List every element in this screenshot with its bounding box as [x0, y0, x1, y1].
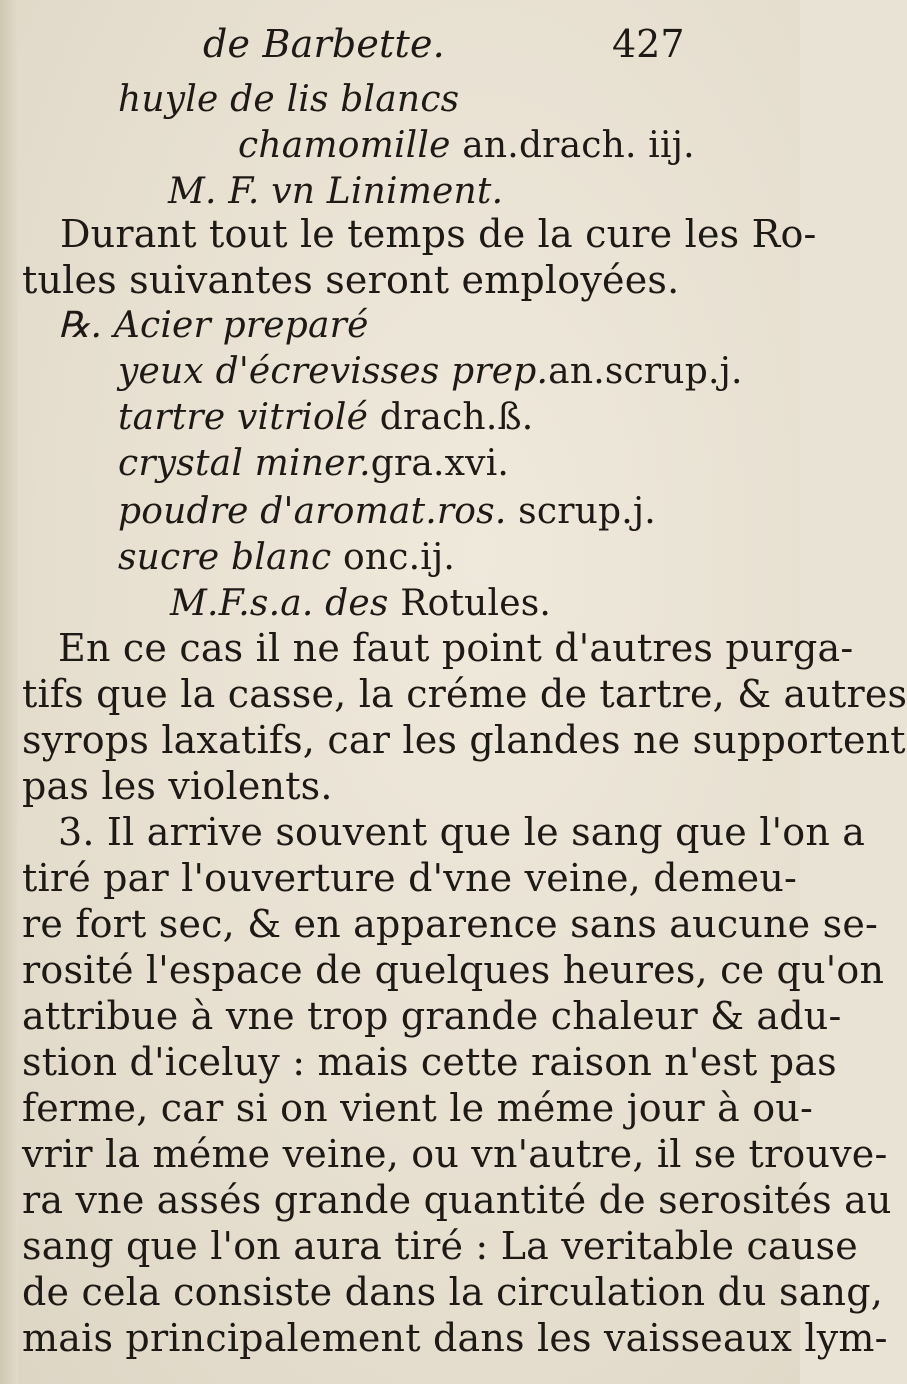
text-line [118, 350, 743, 394]
italic-text: sucre blanc [118, 537, 343, 578]
roman-text: 3. Il arrive souvent que le sang que l'on a [58, 810, 866, 854]
text-line [60, 212, 817, 256]
italic-text: ℞. Acier preparé [58, 305, 369, 346]
roman-text: mais principalement dans les vaisseaux lym- [22, 1316, 888, 1360]
roman-text: onc.ij. [343, 537, 455, 578]
roman-text: tules suivantes seront employées. [22, 258, 680, 302]
text-line [22, 718, 906, 762]
text-line [118, 490, 656, 534]
text-line [22, 1178, 892, 1222]
text-line [118, 396, 533, 440]
italic-text: crystal miner. [118, 443, 371, 484]
text-line [170, 582, 551, 626]
roman-text: tiré par l'ouverture d'vne veine, demeu- [22, 856, 798, 900]
roman-text: tifs que la casse, la créme de tartre, & autres [22, 672, 907, 716]
italic-text: chamomille [238, 125, 463, 166]
text-line [118, 442, 509, 486]
running-head: de Barbette. [203, 22, 445, 66]
text-line [238, 124, 695, 168]
roman-text: an.drach. iij. [462, 125, 695, 166]
roman-text: ferme, car si on vient le méme jour à ou- [22, 1086, 814, 1130]
text-line [22, 902, 878, 946]
text-line [22, 672, 907, 716]
text-line [22, 948, 884, 992]
roman-text: de cela consiste dans la circulation du sang, [22, 1270, 884, 1314]
text-line [22, 1224, 858, 1268]
text-line [22, 994, 842, 1038]
text-line [22, 1086, 813, 1130]
text-line [22, 258, 679, 302]
roman-text: attribue à vne trop grande chaleur & adu- [22, 994, 842, 1038]
roman-text: sang que l'on aura tiré : La veritable cause [22, 1224, 858, 1268]
roman-text: syrops laxatifs, car les glandes ne supportent [22, 718, 906, 762]
roman-text: Rotules. [400, 583, 552, 624]
roman-text: scrup.j. [518, 491, 656, 532]
roman-text: pas les violents. [22, 764, 333, 808]
roman-text: stion d'iceluy : mais cette raison n'est pas [22, 1040, 837, 1084]
text-line [118, 78, 459, 122]
italic-text: M.F.s.a. des [170, 583, 401, 624]
roman-text: an.scrup.j. [548, 351, 743, 392]
text-line [22, 856, 797, 900]
page-number: 427 [612, 22, 685, 66]
italic-text: huyle de lis blancs [118, 79, 460, 120]
text-line [118, 536, 455, 580]
text-line [22, 1316, 888, 1360]
text-line [22, 1132, 888, 1176]
roman-text: drach.ß. [379, 397, 534, 438]
italic-text: M. F. vn Liniment. [168, 171, 504, 212]
roman-text: ra vne assés grande quantité de serosités au [22, 1178, 892, 1222]
text-line [22, 1040, 837, 1084]
page-gutter [0, 0, 18, 1384]
text-line [168, 170, 503, 214]
roman-text: gra.xvi. [370, 443, 510, 484]
roman-text: En ce cas il ne faut point d'autres purga- [58, 626, 854, 670]
italic-text: poudre d'aromat.ros. [118, 491, 519, 532]
italic-text: tartre vitriolé [118, 397, 380, 438]
roman-text: vrir la méme veine, ou vn'autre, il se trouve- [22, 1132, 888, 1176]
roman-text: Durant tout le temps de la cure les Ro- [60, 212, 817, 256]
roman-text: re fort sec, & en apparence sans aucune se- [22, 902, 879, 946]
roman-text: rosité l'espace de quelques heures, ce qu'on [22, 948, 885, 992]
text-line [22, 1270, 883, 1314]
text-line [58, 810, 865, 854]
text-line [22, 764, 333, 808]
italic-text: yeux d'écrevisses prep. [118, 351, 549, 392]
text-line [58, 304, 369, 348]
text-line [58, 626, 853, 670]
